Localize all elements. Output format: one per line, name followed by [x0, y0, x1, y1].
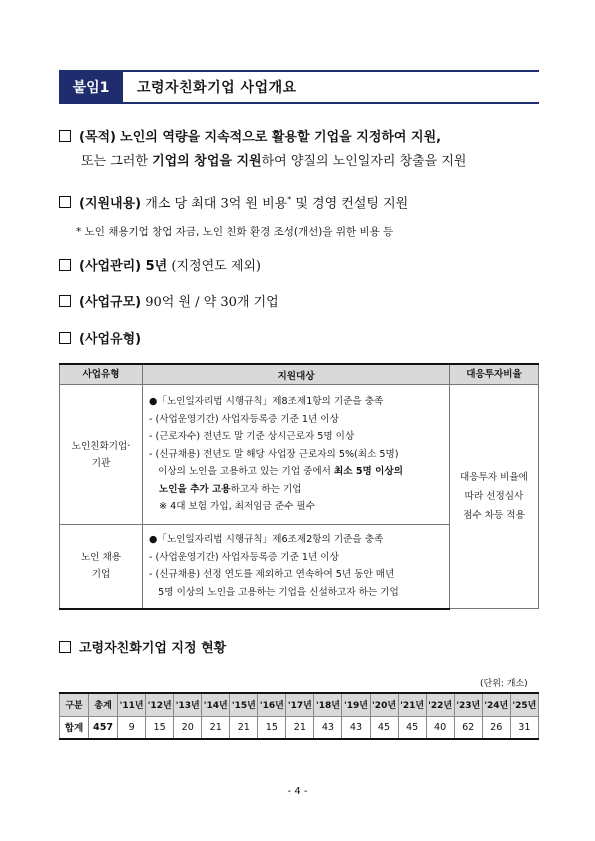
criteria-bold: 노인을 추가 고용: [159, 483, 231, 495]
criteria-line: [149, 463, 445, 481]
support-item: [59, 191, 408, 213]
purpose-label: (목적): [79, 130, 116, 145]
page-title: 고령자친화기업 사업개요: [137, 80, 297, 96]
criteria-note: ※ 4대 보험 가입, 최저임금 준수 필수: [159, 501, 315, 513]
table-row: [60, 385, 539, 525]
support-footnote-mark: *: [287, 195, 292, 204]
page-number: - 4 -: [287, 786, 308, 797]
table-header-row: [60, 364, 539, 385]
purpose-line2: [81, 153, 467, 171]
section-header: [59, 70, 539, 104]
status-header-cell: '20년: [370, 693, 398, 716]
type-name-line: 노인 채용: [80, 552, 122, 564]
status-value-cell: 43: [314, 716, 342, 739]
criteria-line: - (신규채용) 선정 연도를 제외하고 연속하여 5년 동안 매년: [149, 569, 395, 581]
status-title: 고령자친화기업 지정 현황: [79, 641, 227, 656]
criteria-text: 이상의 노인을 고용하고 있는 기업 중에서: [149, 466, 334, 478]
status-value-cell: 20: [174, 716, 202, 739]
criteria-bold: 최소 5명 이상의: [334, 466, 403, 478]
status-value-cell: 45: [370, 716, 398, 739]
scale-label: (사업규모): [79, 295, 142, 310]
types-label: (사업유형): [79, 332, 142, 347]
support-text-b: 및 경영 컨설팅 지원: [291, 196, 409, 212]
scale-item: [59, 294, 279, 312]
criteria-text: 하고자 하는 기업: [230, 483, 302, 495]
status-header-cell: '21년: [398, 693, 426, 716]
table-header-cell: 지원대상: [143, 364, 450, 385]
designation-status-table: [59, 692, 539, 740]
type-name-line: 노인친화기업·: [71, 440, 131, 452]
checkbox-square-icon: [59, 259, 71, 271]
status-header-cell: '16년: [258, 693, 286, 716]
criteria-line: - (사업운영기간) 사업자등록증 기준 1년 이상: [149, 413, 339, 425]
status-value-cell: 15: [146, 716, 174, 739]
status-header-row: [60, 693, 539, 716]
status-value-cell: 26: [482, 716, 510, 739]
purpose-line2-a: 또는 그러한: [81, 154, 153, 169]
status-header-cell: '19년: [342, 693, 370, 716]
status-value-cell: 21: [286, 716, 314, 739]
status-value-row: [60, 716, 539, 739]
purpose-line2-b: 기업의 창업을 지원: [152, 154, 262, 169]
table-header-cell: 대응투자비율: [450, 364, 539, 385]
header-rule-bottom: [59, 102, 539, 104]
criteria-line: - (사업운영기간) 사업자등록증 기준 1년 이상: [149, 551, 339, 563]
checkbox-square-icon: [59, 641, 71, 653]
table-header-cell: 사업유형: [60, 364, 143, 385]
status-header-cell: '18년: [314, 693, 342, 716]
header-rule-top: [59, 70, 539, 72]
status-value-cell: 9: [118, 716, 146, 739]
purpose-item: [59, 129, 441, 147]
target-cell: [143, 385, 450, 525]
status-header-cell: '22년: [426, 693, 454, 716]
type-cell: [60, 525, 143, 609]
unit-label: (단위: 개소): [480, 679, 528, 689]
management-label: (사업관리) 5년: [79, 259, 168, 274]
status-header-cell: '13년: [174, 693, 202, 716]
status-header-cell: '25년: [510, 693, 538, 716]
status-item: [59, 640, 226, 658]
criteria-line: - (근로자수) 전년도 말 기준 상시근로자 5명 이상: [149, 431, 355, 443]
type-cell: [60, 385, 143, 525]
management-item: [59, 258, 261, 276]
checkbox-square-icon: [59, 332, 71, 344]
checkbox-square-icon: [59, 130, 71, 142]
criteria-line: 5명 이상의 노인을 고용하는 기업을 신설하고자 하는 기업: [149, 586, 399, 598]
target-cell: [143, 525, 450, 609]
status-header-cell: '14년: [202, 693, 230, 716]
status-header-cell: '11년: [118, 693, 146, 716]
status-header-cell: 총계: [89, 693, 118, 716]
status-header-cell: 구분: [60, 693, 89, 716]
status-header-cell: '12년: [146, 693, 174, 716]
ratio-cell: [450, 385, 539, 609]
ratio-line: 대응투자 비율에: [460, 472, 528, 483]
ratio-line: 점수 차등 적용: [463, 510, 525, 521]
criteria-line: ●「노인일자리법 시행규칙」제6조제2항의 기준을 충족: [149, 534, 384, 546]
business-type-table: [59, 363, 539, 610]
scale-text: 90억 원 / 약 30개 기업: [141, 295, 279, 310]
status-value-cell: 21: [230, 716, 258, 739]
criteria-line: - (신규채용) 전년도 말 해당 사업장 근로자의 5%(최소 5명): [149, 448, 399, 460]
status-value-cell: 457: [89, 716, 118, 739]
status-header-cell: '17년: [286, 693, 314, 716]
status-value-cell: 31: [510, 716, 538, 739]
status-value-cell: 45: [398, 716, 426, 739]
checkbox-square-icon: [59, 295, 71, 307]
purpose-line1: 노인의 역량을 지속적으로 활용할 기업을 지정하여 지원,: [120, 130, 442, 145]
support-note: * 노인 채용기업 창업 자금, 노인 친화 환경 조성(개선)을 위한 비용 등: [76, 226, 394, 238]
status-header-cell: '23년: [454, 693, 482, 716]
ratio-line: 따라 선정심사: [464, 491, 524, 502]
criteria-line: [149, 481, 445, 499]
status-row-label: 합계: [60, 716, 89, 739]
status-value-cell: 40: [426, 716, 454, 739]
status-value-cell: 21: [202, 716, 230, 739]
support-text-a: 개소 당 최대 3억 원 비용: [145, 196, 288, 212]
status-value-cell: 43: [342, 716, 370, 739]
attachment-badge: 붙임1: [59, 72, 123, 102]
type-name-line: 기관: [91, 457, 111, 469]
status-value-cell: 62: [454, 716, 482, 739]
status-value-cell: 15: [258, 716, 286, 739]
support-label: (지원내용): [79, 196, 142, 212]
type-name-line: 기업: [91, 569, 111, 581]
status-header-cell: '15년: [230, 693, 258, 716]
status-header-cell: '24년: [482, 693, 510, 716]
criteria-line: ●「노인일자리법 시행규칙」제8조제1항의 기준을 충족: [149, 396, 384, 408]
types-item: [59, 331, 141, 349]
purpose-line2-c: 하여 양질의 노인일자리 창출을 지원: [261, 154, 467, 169]
management-text: (지정연도 제외): [167, 259, 262, 274]
checkbox-square-icon: [59, 196, 71, 208]
